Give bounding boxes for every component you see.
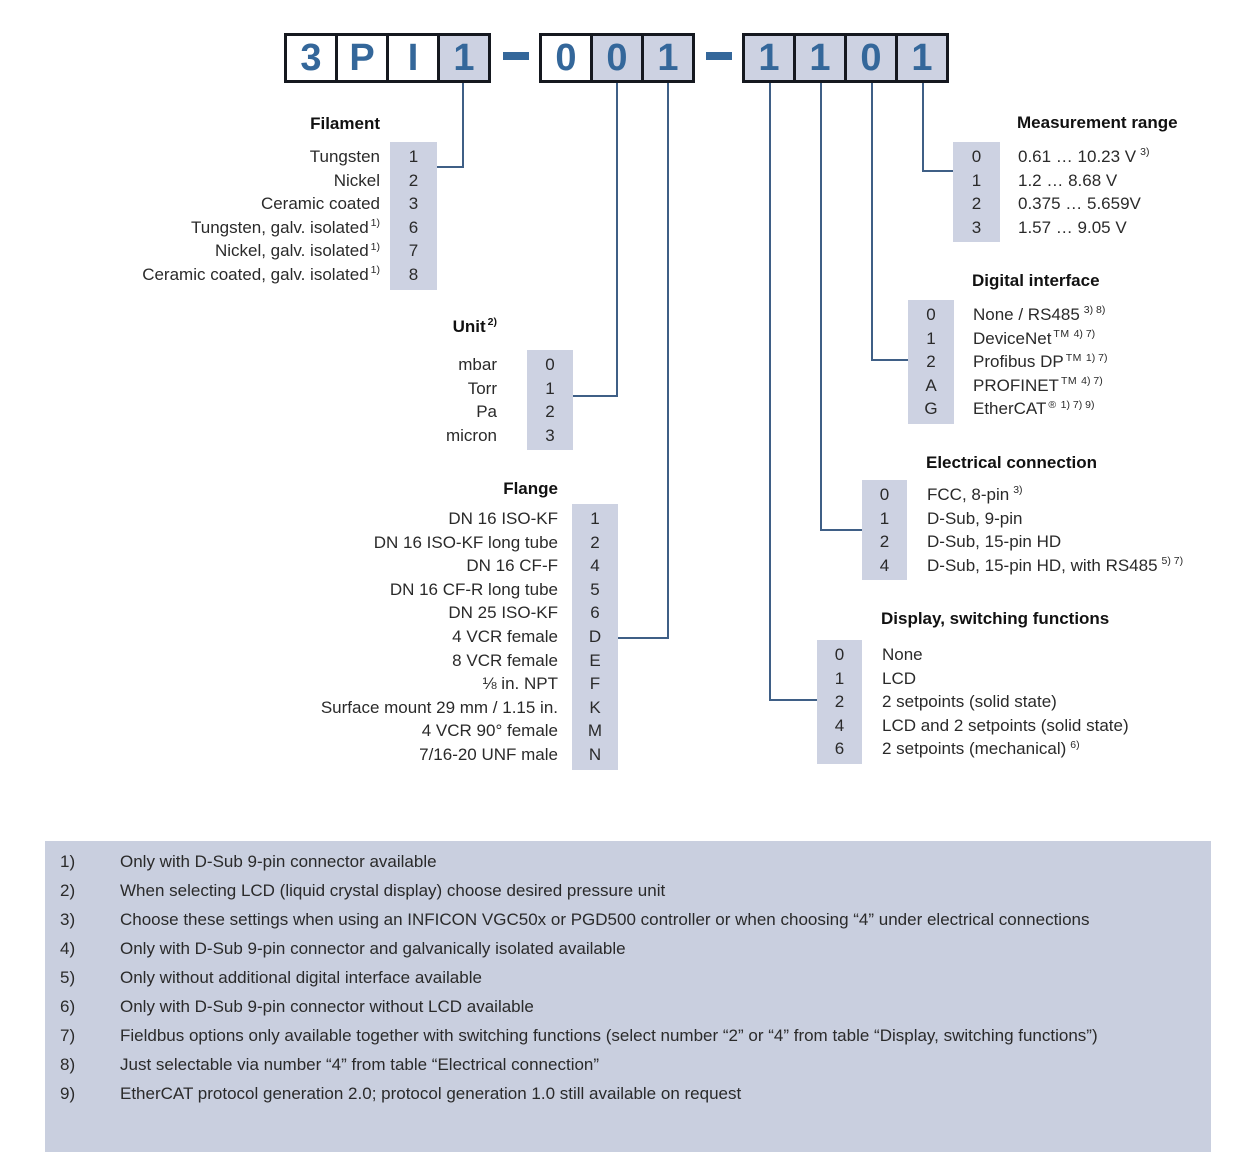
- part-number-box: [386, 33, 440, 83]
- part-number-char: 0: [606, 36, 628, 79]
- filament-label: Tungsten, galv. isolated $^{1)}$: [190, 217, 380, 237]
- footnote-item: [60, 937, 1191, 961]
- display-value: 2 setpoints (mechanical) $^{6)}$: [882, 738, 1080, 759]
- electrical-connection-table: [862, 452, 1183, 580]
- digital-interface-table: [908, 270, 1107, 424]
- interface-code: 0: [926, 305, 936, 324]
- electrical-value: D-Sub, 15-pin HD: [927, 532, 1062, 552]
- filament-label: Tungsten: [309, 147, 380, 166]
- filament-title: Filament: [310, 114, 380, 133]
- unit-code: 0: [545, 355, 555, 374]
- part-number-char: 1: [911, 36, 933, 79]
- flange-code: 5: [590, 579, 600, 599]
- footnote-number: 1): [60, 852, 76, 871]
- part-number-box-highlighted: [641, 33, 695, 83]
- flange-label: DN 16 ISO-KF: [448, 509, 558, 528]
- unit-label: mbar: [458, 355, 497, 374]
- flange-label: Surface mount 29 mm / 1.15 in.: [320, 697, 558, 717]
- flange-label: ⅛ in. NPT: [482, 674, 558, 694]
- interface-value: EtherCAT ® $^{1) 7) 9)}$: [973, 398, 1095, 419]
- unit-title: Unit $^{2)}$: [452, 316, 497, 336]
- connector-line-display: [769, 83, 771, 701]
- flange-label: 4 VCR 90° female: [421, 721, 558, 741]
- flange-label: 8 VCR female: [452, 650, 558, 670]
- display-value: LCD: [882, 668, 917, 688]
- unit-label: Pa: [476, 402, 497, 422]
- range-code: 0: [971, 147, 982, 166]
- interface-code: A: [925, 375, 937, 395]
- interface-code: 2: [926, 352, 936, 372]
- filament-code: 3: [408, 194, 419, 214]
- part-number-char: P: [349, 36, 375, 79]
- footnote-number: 7): [60, 1026, 76, 1045]
- electrical-value: D-Sub, 9-pin: [927, 508, 1023, 528]
- part-number-box-highlighted: [742, 33, 796, 83]
- footnote-text: EtherCAT protocol generation 2.0; protocol generation 1.0 still available on request: [120, 1084, 742, 1103]
- connector-line-digital: [871, 83, 873, 361]
- part-number-group-2: [539, 33, 695, 83]
- flange-label: 7/16-20 UNF male: [419, 744, 558, 764]
- footnotes-panel: [45, 841, 1211, 1152]
- part-number-char: 1: [453, 36, 475, 79]
- range-code: 1: [971, 170, 982, 190]
- footnote-number: 8): [60, 1055, 76, 1074]
- connector-line-electrical: [820, 529, 862, 531]
- footnote-text: Choose these settings when using an INFICON VGC50x or PGD500 controller or when choosing “4” under electrical connections: [120, 910, 1090, 929]
- flange-code: F: [589, 674, 601, 694]
- connector-line-unit: [573, 395, 618, 397]
- range-value: 1.2 … 8.68 V: [1018, 170, 1118, 190]
- connector-line-flange: [667, 83, 669, 639]
- display-value: 2 setpoints (solid state): [882, 692, 1057, 712]
- filament-code: 2: [408, 170, 419, 190]
- part-number-char: 3: [300, 36, 322, 79]
- part-number-char: 0: [860, 36, 882, 79]
- flange-code: M: [587, 721, 603, 741]
- range-value: 1.57 … 9.05 V: [1018, 217, 1127, 237]
- electrical-code: 4: [879, 555, 890, 575]
- display-value: None: [882, 645, 923, 664]
- connector-line-unit: [616, 83, 618, 397]
- connector-line-electrical: [820, 83, 822, 531]
- footnote-text: Only with D-Sub 9-pin connector available: [120, 852, 437, 871]
- interface-code: 1: [926, 328, 936, 348]
- range-code: 3: [971, 217, 982, 237]
- flange-code: E: [589, 650, 601, 670]
- part-number-char: 1: [809, 36, 831, 79]
- range-code: 2: [971, 194, 982, 214]
- unit-code: 1: [545, 378, 555, 398]
- part-number-char: 1: [657, 36, 679, 79]
- flange-label: DN 16 CF-F: [466, 556, 558, 576]
- display-code: 6: [834, 739, 845, 759]
- flange-code: 2: [590, 532, 600, 552]
- filament-code: 1: [408, 147, 419, 166]
- footnote-text: Just selectable via number “4” from table “Electrical connection”: [120, 1055, 600, 1074]
- part-number-box-highlighted: [844, 33, 898, 83]
- footnote-number: 4): [60, 939, 76, 958]
- footnote-number: 2): [60, 881, 76, 900]
- part-number-char: I: [407, 36, 419, 79]
- footnote-number: 9): [60, 1084, 76, 1103]
- connector-line-range: [922, 170, 953, 172]
- part-number-box-highlighted: [793, 33, 847, 83]
- flange-label: DN 16 CF-R long tube: [389, 579, 558, 599]
- filament-label: Ceramic coated: [260, 194, 380, 214]
- interface-value: Profibus DP ™ $^{1) 7)}$: [973, 351, 1108, 372]
- interface-code: G: [924, 399, 938, 419]
- filament-code: 6: [408, 217, 419, 237]
- part-number-group-1: [284, 33, 491, 83]
- part-number-box-highlighted: [437, 33, 491, 83]
- footnote-text: When selecting LCD (liquid crystal display) choose desired pressure unit: [120, 881, 666, 900]
- electrical-connection-title: Electrical connection: [926, 453, 1097, 472]
- flange-label: 4 VCR female: [452, 626, 558, 646]
- filament-label: Nickel, galv. isolated $^{1)}$: [214, 240, 380, 261]
- footnote-text: Only with D-Sub 9-pin connector and galvanically isolated available: [120, 939, 626, 958]
- flange-code: 1: [590, 509, 600, 528]
- interface-value: None / RS485 $^{3) 8)}$: [973, 304, 1106, 324]
- dash-separator: [706, 52, 732, 60]
- display-code: 4: [834, 715, 845, 735]
- display-switching-table: [817, 608, 1129, 764]
- flange-table: [282, 478, 618, 770]
- footnote-text: Only without additional digital interface available: [120, 968, 482, 987]
- unit-label: micron: [445, 425, 497, 445]
- flange-code: 4: [590, 556, 600, 576]
- display-code: 1: [834, 668, 845, 688]
- flange-code: K: [589, 697, 601, 717]
- footnote-text: Only with D-Sub 9-pin connector without LCD available: [120, 997, 534, 1016]
- unit-code: 2: [545, 402, 555, 422]
- part-number-group-3: [742, 33, 949, 83]
- flange-label: DN 16 ISO-KF long tube: [373, 532, 558, 552]
- display-code: 2: [834, 692, 845, 712]
- display-code: 0: [834, 645, 845, 664]
- electrical-code: 0: [879, 485, 890, 504]
- electrical-code: 2: [879, 532, 890, 552]
- footnote-item: [60, 908, 1191, 932]
- interface-value: DeviceNet ™ $^{4) 7)}$: [973, 327, 1096, 348]
- interface-value: PROFINET ™ $^{4) 7)}$: [973, 375, 1103, 395]
- range-value: 0.375 … 5.659V: [1018, 194, 1141, 214]
- filament-label: Nickel: [333, 170, 380, 190]
- flange-code: N: [588, 744, 602, 764]
- connector-line-digital: [871, 359, 908, 361]
- filament-table: [90, 113, 437, 290]
- footnote-item: [60, 850, 1191, 874]
- connector-line-filament: [437, 166, 464, 168]
- part-number-box-highlighted: [895, 33, 949, 83]
- unit-table: [297, 316, 573, 450]
- part-number-box: [335, 33, 389, 83]
- unit-code: 3: [545, 425, 555, 445]
- footnote-item: [60, 879, 1191, 903]
- footnote-item: [60, 1053, 1191, 1077]
- part-number-box: [539, 33, 593, 83]
- footnote-number: 5): [60, 968, 76, 987]
- electrical-value: FCC, 8-pin $^{3)}$: [927, 484, 1023, 504]
- footnote-number: 6): [60, 997, 76, 1016]
- flange-title: Flange: [503, 479, 558, 498]
- footnote-item: [60, 966, 1191, 990]
- measurement-range-table: [953, 112, 1178, 242]
- connector-line-filament: [462, 83, 464, 168]
- connector-line-range: [922, 83, 924, 172]
- display-switching-title: Display, switching functions: [881, 609, 1110, 628]
- unit-label: Torr: [467, 378, 497, 398]
- dash-separator: [503, 52, 529, 60]
- display-value: LCD and 2 setpoints (solid state): [882, 715, 1129, 735]
- part-number-char: 0: [555, 36, 577, 79]
- part-number-char: 1: [758, 36, 780, 79]
- electrical-code: 1: [879, 508, 890, 528]
- connector-line-display: [769, 699, 817, 701]
- part-number-box-highlighted: [590, 33, 644, 83]
- footnote-number: 3): [60, 910, 76, 929]
- filament-code: 7: [408, 241, 419, 261]
- filament-label: Ceramic coated, galv. isolated $^{1)}$: [142, 264, 380, 284]
- filament-code: 8: [408, 264, 419, 284]
- flange-code: 6: [590, 603, 600, 623]
- range-value: 0.61 … 10.23 V $^{3)}$: [1018, 146, 1150, 166]
- flange-code: D: [588, 626, 602, 646]
- part-number-box: [284, 33, 338, 83]
- connector-line-flange: [618, 637, 669, 639]
- flange-label: DN 25 ISO-KF: [448, 603, 558, 623]
- digital-interface-title: Digital interface: [972, 271, 1100, 290]
- footnote-item: [60, 995, 1191, 1019]
- footnote-item: [60, 1082, 1191, 1106]
- footnote-item: [60, 1024, 1191, 1048]
- measurement-range-title: Measurement range: [1017, 113, 1178, 132]
- electrical-value: D-Sub, 15-pin HD, with RS485 $^{5) 7)}$: [927, 555, 1184, 575]
- footnote-text: Fieldbus options only available together with switching functions (select number “2” or “4” from table “Display, switching functions”): [120, 1026, 1098, 1045]
